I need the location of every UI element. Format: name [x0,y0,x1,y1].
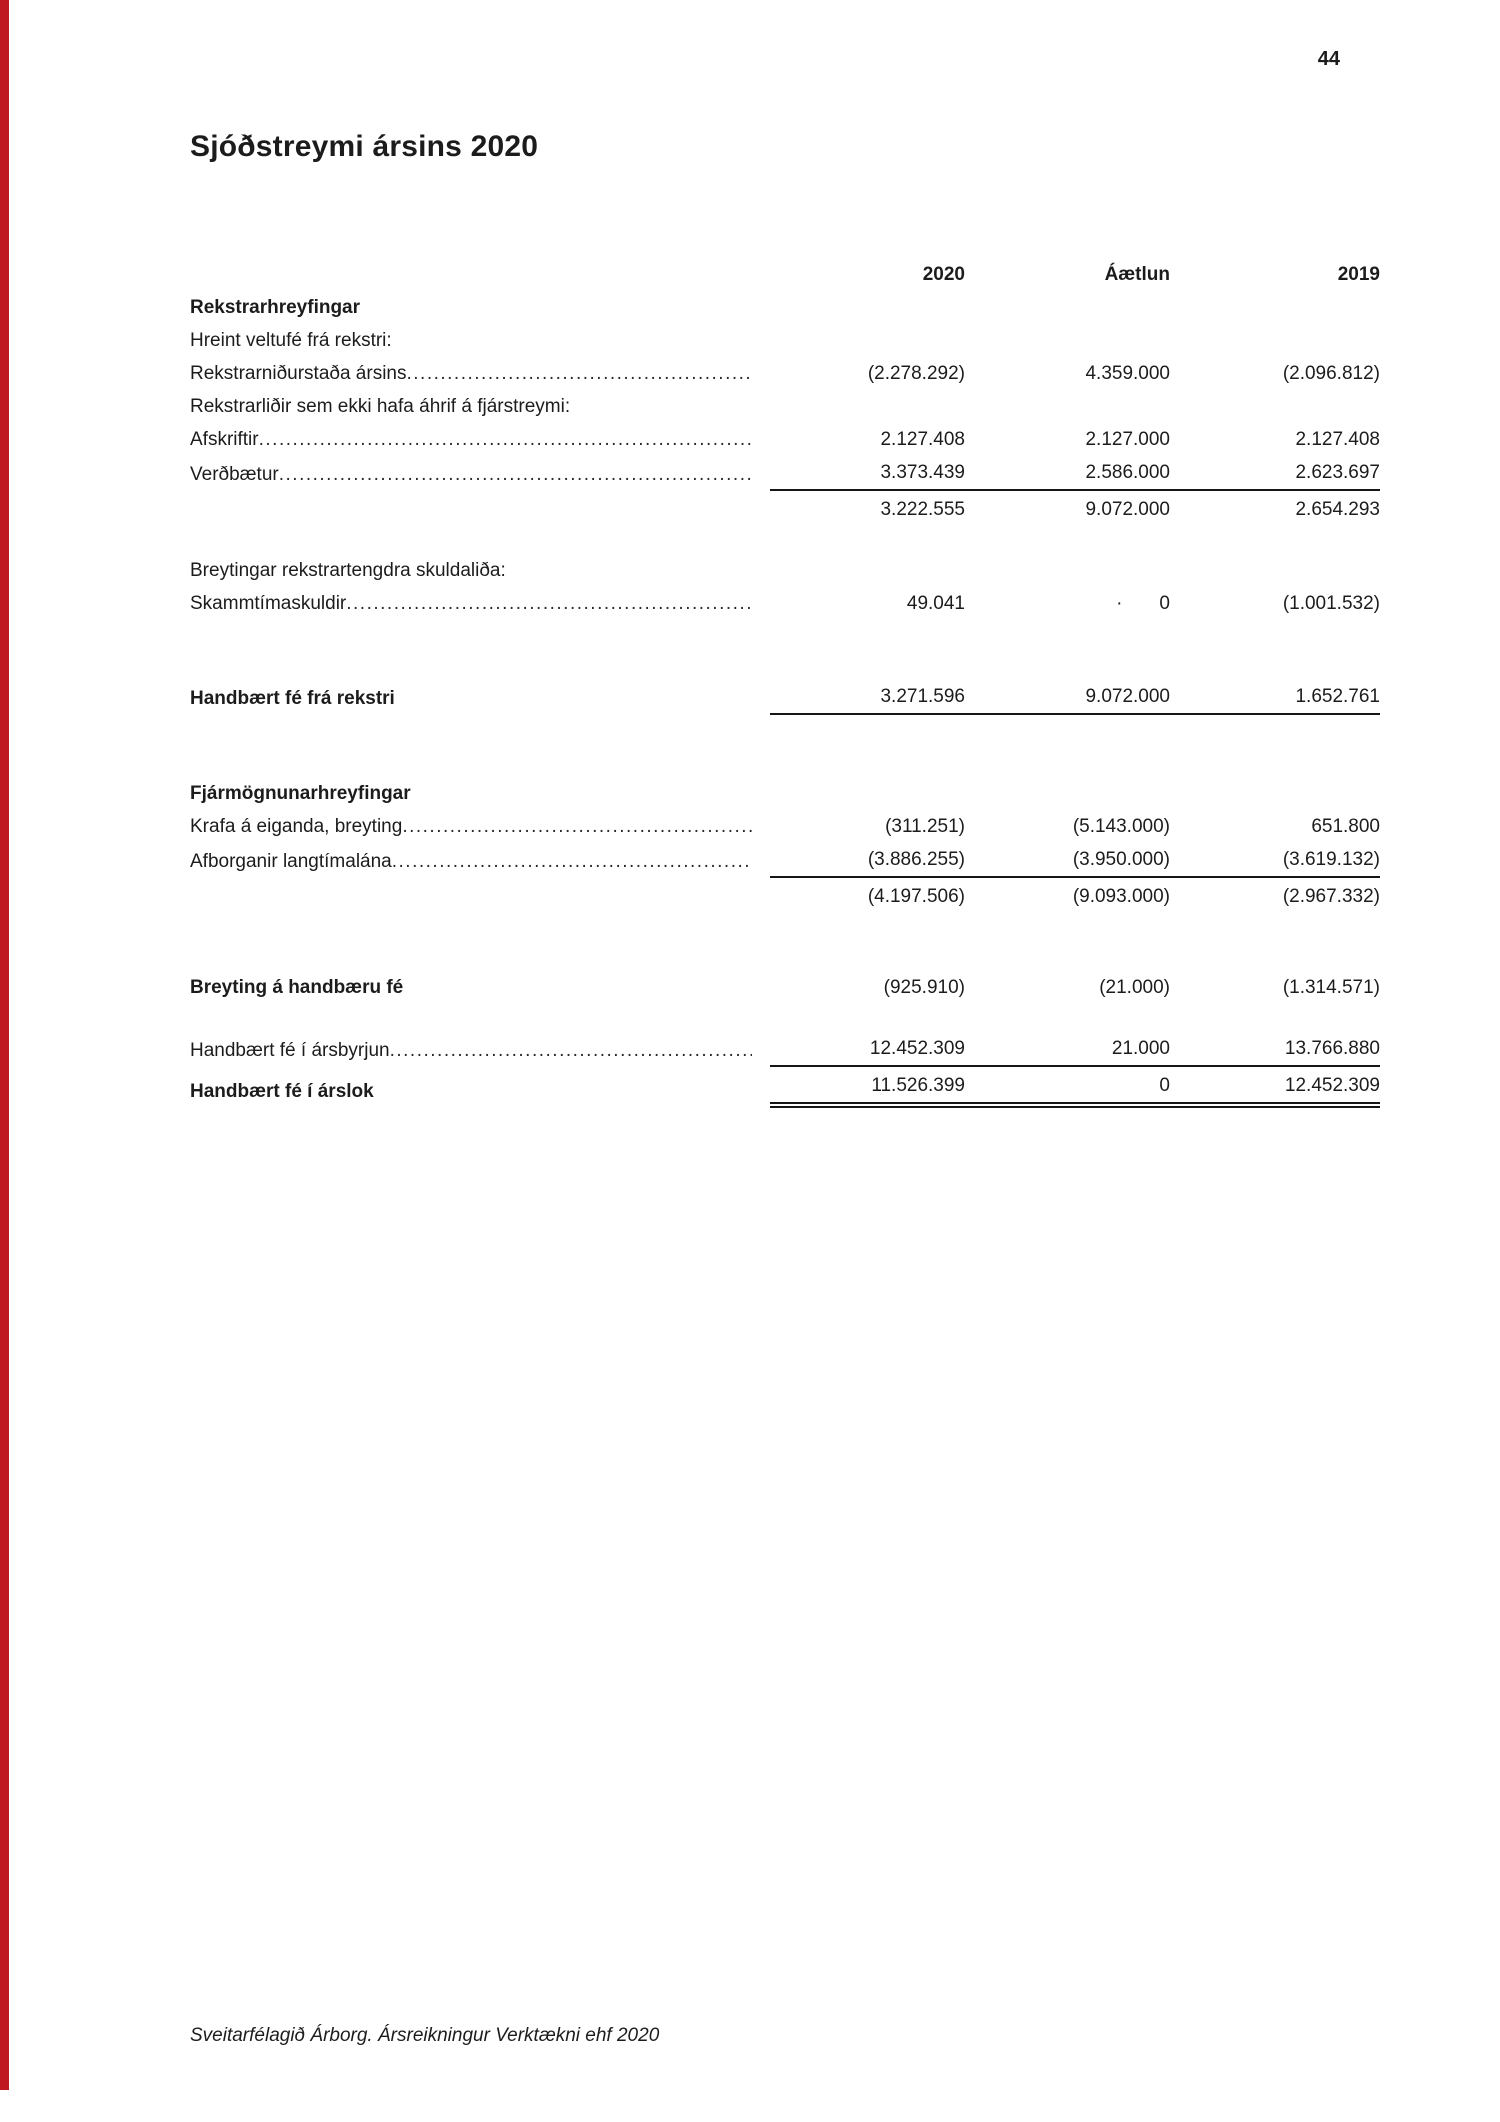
row-label: Hreint veltufé frá rekstri: [190,330,392,351]
row-label-cell [190,458,770,491]
table-row [190,1069,1380,1108]
column-header-2020: 2020 [922,264,965,285]
value-cell: 12.452.309 [1170,1069,1380,1108]
table-row [190,680,1380,715]
row-label-cell [190,587,770,620]
value-cell: 1.652.761 [1170,680,1380,715]
value-cell: 0 [965,1069,1170,1108]
row-label: Rekstrarniðurstaða ársins [190,363,407,384]
value-cell: 11.526.399 [770,1069,965,1108]
value-cell: 21.000 [965,1032,1170,1067]
table-row [190,843,1380,878]
value-cell: 49.041 [906,593,965,614]
row-label-cell [190,682,770,715]
column-header-2019: 2019 [1337,264,1380,285]
row-label: Handbært fé í árslok [190,1081,374,1102]
row-label-cell [190,554,770,587]
scan-edge-stripe [0,0,9,2090]
value-cell: (3.886.255) [770,843,965,878]
value-cell: (311.251) [885,816,965,837]
table-row [190,291,1380,324]
row-label: Rekstrarliðir sem ekki hafa áhrif á fjárstreymi: [190,396,571,417]
value-cell: 9.072.000 [1085,499,1170,520]
row-label-cell [190,291,770,324]
cash-flow-table [190,258,1380,1108]
value-cell: · 0 [1116,593,1170,614]
value-cell: 2.127.000 [1085,429,1170,450]
row-label: Breyting á handbæru fé [190,977,404,998]
value-cell: (3.950.000) [965,843,1170,878]
page-number: 44 [1317,48,1340,70]
table-row [190,493,1380,526]
row-label: Fjármögnunarhreyfingar [190,783,411,804]
row-label: Afborganir langtímalána [190,851,392,872]
column-header-aaetlun: Áætlun [1104,264,1170,285]
value-cell: (2.278.292) [867,363,965,384]
table-row [190,1032,1380,1067]
table-row [190,880,1380,913]
row-label-cell [190,324,770,357]
value-cell: 9.072.000 [965,680,1170,715]
row-label-cell [190,390,770,423]
value-cell: 3.222.555 [880,499,965,520]
table-row [190,971,1380,1004]
row-label: Handbært fé frá rekstri [190,688,395,709]
row-label-cell [190,1034,770,1067]
table-body [190,291,1380,1108]
value-cell: 2.654.293 [1295,499,1380,520]
table-row [190,423,1380,456]
dot-leader [402,810,752,843]
value-cell: 3.373.439 [770,456,965,491]
table-row [190,357,1380,390]
dot-leader [279,458,752,491]
value-cell: 2.127.408 [1295,429,1380,450]
table-row [190,324,1380,357]
value-cell: (1.314.571) [1282,977,1380,998]
table-row [190,777,1380,810]
page-title: Sjóðstreymi ársins 2020 [190,130,539,163]
table-header-row [190,258,1380,291]
row-label: Skammtímaskuldir [190,593,347,614]
value-cell: (2.967.332) [1282,886,1380,907]
row-label-cell [190,777,770,810]
table-row [190,810,1380,843]
dot-leader [346,587,752,620]
value-cell: (21.000) [1099,977,1170,998]
row-label-cell [190,971,770,1004]
value-cell: (1.001.532) [1282,593,1380,614]
row-label-cell [190,845,770,878]
dot-leader [406,357,752,390]
row-label: Handbært fé í ársbyrjun [190,1040,390,1061]
page-footer: Sveitarfélagið Árborg. Ársreikningur Verktækni ehf 2020 [190,2025,660,2046]
table-row [190,587,1380,620]
row-label: Krafa á eiganda, breyting [190,816,403,837]
row-label-cell [190,423,770,456]
dot-leader [259,423,752,456]
table-row [190,554,1380,587]
value-cell: (2.096.812) [1282,363,1380,384]
row-label-cell [190,357,770,390]
value-cell: 2.623.697 [1170,456,1380,491]
value-cell: 4.359.000 [1085,363,1170,384]
value-cell: 651.800 [1311,816,1380,837]
table-row [190,456,1380,491]
row-label: Rekstrarhreyfingar [190,297,361,318]
value-cell: (925.910) [883,977,965,998]
dot-leader [390,1034,752,1067]
row-label-cell [190,1075,770,1108]
dot-leader [392,845,752,878]
row-label: Afskriftir [190,429,259,450]
value-cell: 3.271.596 [770,680,965,715]
row-label: Verðbætur [190,464,279,485]
value-cell: 2.127.408 [880,429,965,450]
value-cell: 2.586.000 [965,456,1170,491]
value-cell: 12.452.309 [770,1032,965,1067]
value-cell: (3.619.132) [1170,843,1380,878]
value-cell: (9.093.000) [1072,886,1170,907]
value-cell: (4.197.506) [867,886,965,907]
row-label: Breytingar rekstrartengdra skuldaliða: [190,560,506,581]
value-cell: (5.143.000) [1072,816,1170,837]
table-row [190,390,1380,423]
row-label-cell [190,810,770,843]
value-cell: 13.766.880 [1170,1032,1380,1067]
